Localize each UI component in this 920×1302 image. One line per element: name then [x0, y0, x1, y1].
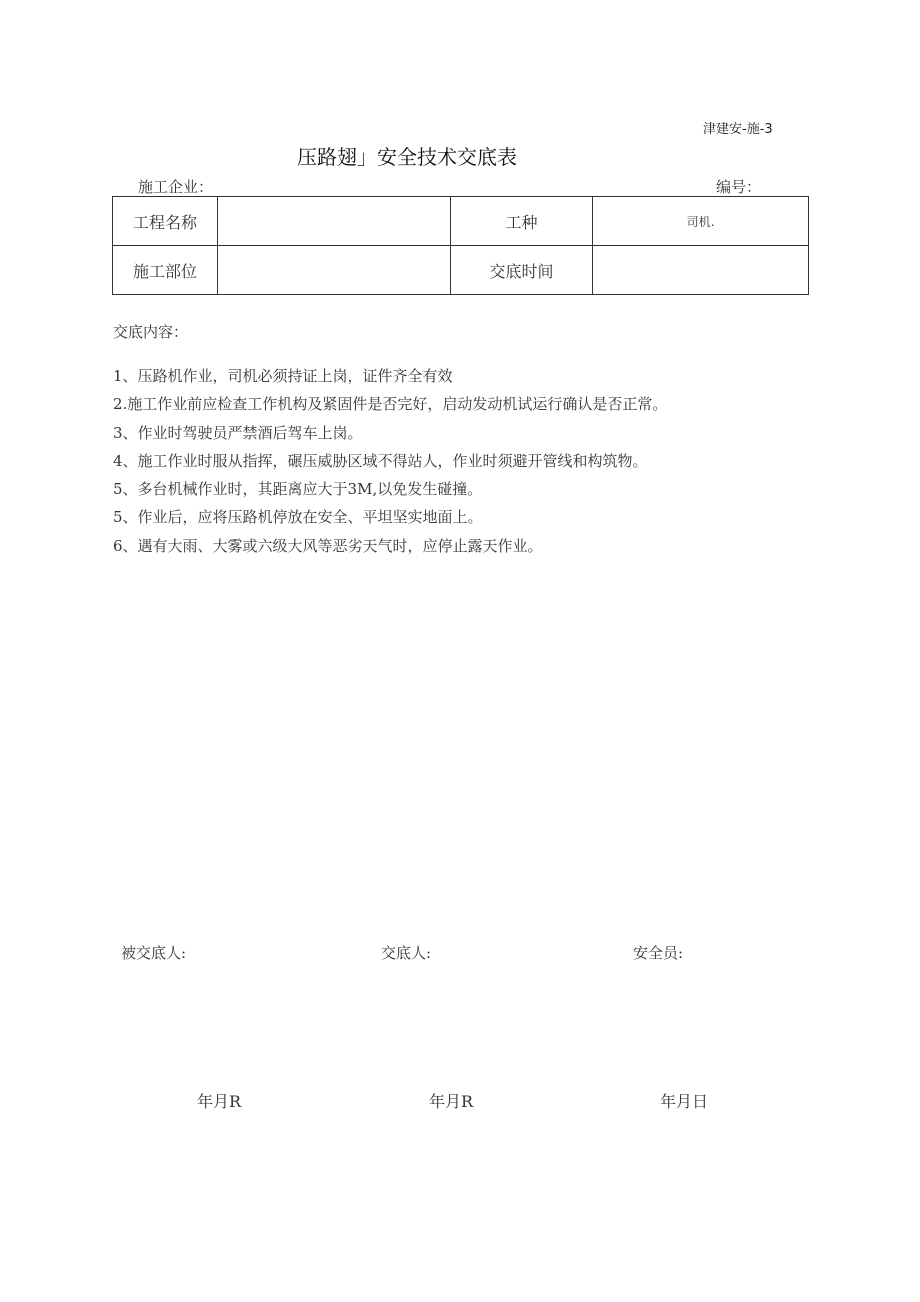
- table-row: [113, 197, 809, 246]
- list-item: 6、遇有大雨、大雾或六级大风等恶劣天气时，应停止露天作业。: [113, 536, 543, 555]
- location-label: 施工部位: [113, 246, 218, 295]
- content-list: [113, 365, 667, 563]
- document-title: 压路翅」安全技术交底表: [297, 145, 517, 169]
- safety-officer-signature-label: 安全员:: [633, 944, 684, 962]
- table-row: [113, 246, 809, 295]
- list-item: 1、压路机作业，司机必须持证上岗，证件齐全有效: [113, 367, 453, 385]
- list-item: 2.施工作业前应检查工作机构及紧固件是否完好，启动发动机试运行确认是否正常。: [113, 395, 668, 414]
- info-table: [112, 196, 809, 295]
- project-name-value: [218, 197, 451, 246]
- list-item: 4、施工作业时服从指挥，碾压威胁区域不得站人，作业时须避开管线和构筑物。: [113, 451, 648, 470]
- trade-label: 工种: [451, 197, 593, 246]
- safety-officer-date: 年月日: [660, 1092, 709, 1111]
- recipient-date: 年月R: [197, 1092, 242, 1111]
- list-item: 5、作业后，应将压路机停放在安全、平坦坚实地面上。: [113, 508, 483, 527]
- document-code: 津建安-施-3: [703, 122, 773, 137]
- location-value: [218, 246, 451, 295]
- serial-number-label: 编号：: [716, 178, 762, 196]
- list-item: 5、多台机械作业时，其距离应大于3M,以免发生碰撞。: [113, 480, 483, 499]
- recipient-signature-label: 被交底人:: [121, 944, 187, 962]
- presenter-date: 年月R: [429, 1092, 474, 1111]
- time-value: [593, 246, 809, 295]
- presenter-signature-label: 交底人:: [381, 944, 432, 962]
- list-item: 3、作业时驾驶员严禁酒后驾车上岗。: [113, 423, 363, 442]
- company-label: 施工企业：: [138, 178, 214, 196]
- project-name-label: 工程名称: [113, 197, 218, 246]
- trade-value: 司机.: [593, 197, 809, 246]
- content-label: 交底内容：: [113, 323, 189, 341]
- time-label: 交底时间: [451, 246, 593, 295]
